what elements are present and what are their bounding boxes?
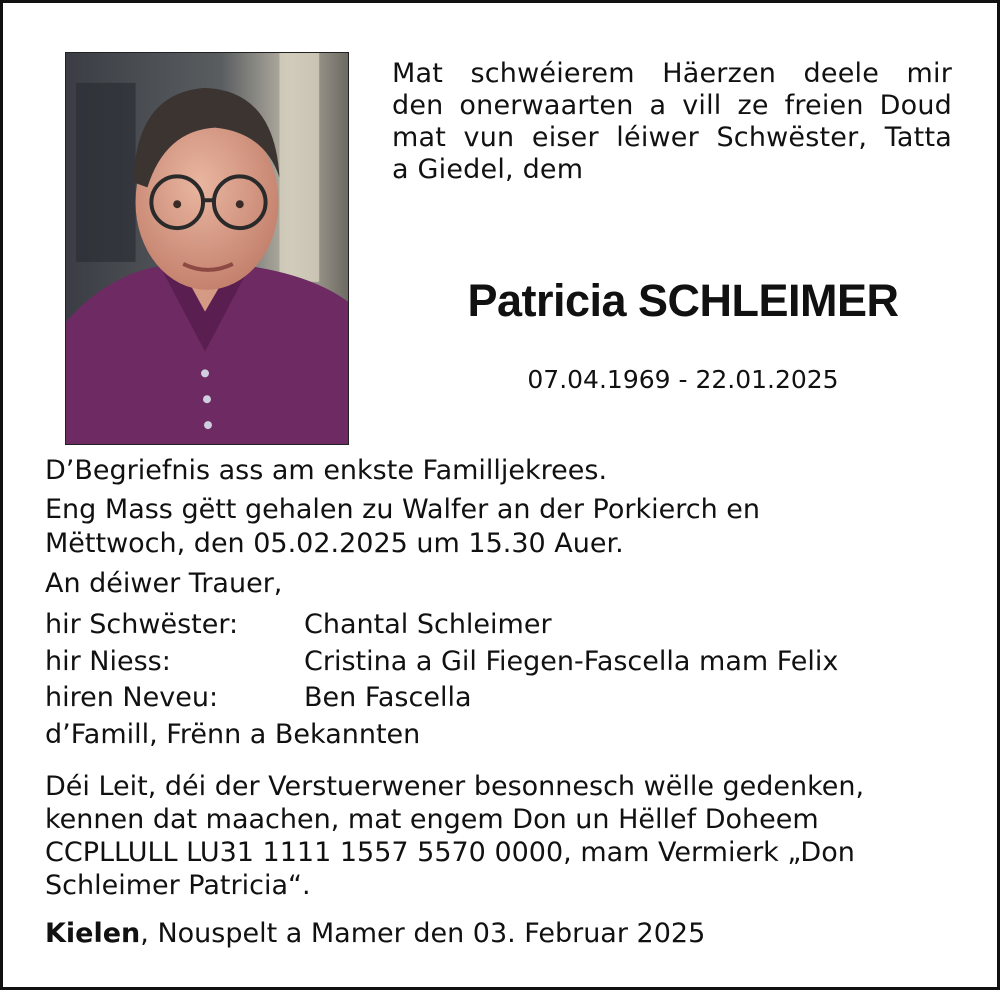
family-line: d’Famill, Frënn a Bekannten: [45, 719, 421, 750]
donation-line: CCPLLULL LU31 1111 1557 5570 0000, mam Vermierk „Don: [45, 837, 855, 868]
funeral-line: D’Begriefnis ass am enkste Familljekrees.: [45, 455, 608, 486]
donation-line: Schleimer Patricia“.: [45, 870, 311, 901]
donation-line: kennen dat maachen, mat engem Don un Hëllef Doheem: [45, 804, 819, 835]
intro-line: a Giedel, dem: [392, 154, 584, 185]
intro-line: Mat schwéierem Häerzen deele mir: [392, 58, 952, 89]
relative-label: hir Niess:: [45, 646, 171, 677]
place-rest: , Nouspelt a Mamer den 03. Februar 2025: [140, 918, 706, 949]
place-date-line: [45, 918, 705, 950]
relative-label: hiren Neveu:: [45, 682, 219, 713]
portrait-photo: [65, 52, 349, 445]
relative-name: Chantal Schleimer: [304, 609, 552, 640]
mourning-intro: An déiwer Trauer,: [45, 568, 283, 599]
relative-name: Cristina a Gil Fiegen-Fascella mam Felix: [304, 646, 839, 677]
relative-name: Ben Fascella: [304, 682, 472, 713]
portrait-illustration: [66, 53, 348, 444]
mass-line: Mëttwoch, den 05.02.2025 um 15.30 Auer.: [45, 528, 624, 559]
relative-label: hir Schwëster:: [45, 609, 239, 640]
mass-line: Eng Mass gëtt gehalen zu Walfer an der Porkierch en: [45, 494, 760, 525]
place-bold: Kielen: [45, 918, 141, 949]
deceased-name: Patricia SCHLEIMER: [467, 275, 899, 326]
intro-line: mat vun eiser léiwer Schwëster, Tatta: [392, 122, 952, 153]
intro-text: [392, 58, 952, 186]
donation-line: Déi Leit, déi der Verstuerwener besonnesch wëlle gedenken,: [45, 771, 865, 802]
life-dates: 07.04.1969 - 22.01.2025: [527, 365, 839, 394]
intro-line: den onerwaarten a vill ze freien Doud: [392, 90, 952, 121]
